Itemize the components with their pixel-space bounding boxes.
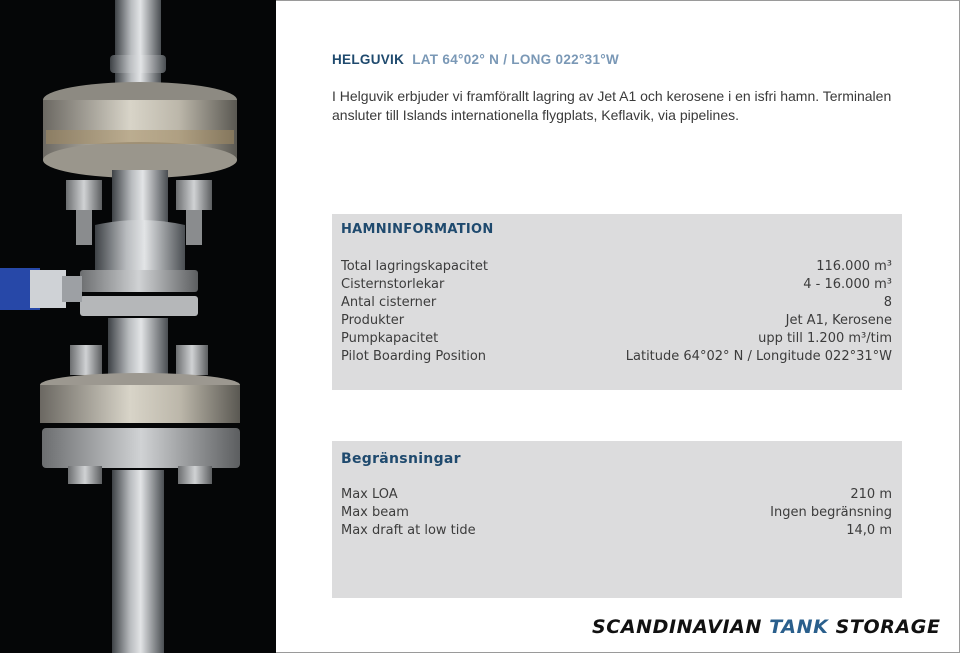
info-label: Produkter	[341, 313, 405, 328]
company-logo	[592, 616, 941, 638]
limit-row-max-beam	[341, 504, 892, 522]
limit-label: Max beam	[341, 505, 409, 520]
limit-value: 210 m	[850, 487, 892, 502]
logo-word-storage: STORAGE	[835, 616, 941, 638]
limit-label: Max LOA	[341, 487, 398, 502]
limit-value: Ingen begränsning	[770, 505, 892, 520]
logo-word-tank: TANK	[769, 616, 829, 638]
harbor-info-rows	[341, 258, 892, 366]
info-value: Jet A1, Kerosene	[785, 313, 892, 328]
info-row-products	[341, 312, 892, 330]
limit-value: 14,0 m	[846, 523, 892, 538]
limit-row-max-loa	[341, 486, 892, 504]
harbor-info-panel	[332, 214, 902, 390]
info-row-total-capacity	[341, 258, 892, 276]
info-value: upp till 1.200 m³/tim	[758, 331, 892, 346]
info-label: Pumpkapacitet	[341, 331, 439, 346]
info-label: Cisternstorlekar	[341, 277, 445, 292]
info-row-pilot-boarding	[341, 348, 892, 366]
info-value: Latitude 64°02° N / Longitude 022°31°W	[625, 349, 892, 364]
limit-row-max-draft	[341, 522, 892, 540]
info-value: 116.000 m³	[816, 259, 892, 274]
info-label: Antal cisterner	[341, 295, 437, 310]
info-row-tank-sizes	[341, 276, 892, 294]
info-value: 8	[883, 295, 892, 310]
pipe-valve-photo	[0, 0, 276, 653]
info-label: Total lagringskapacitet	[341, 259, 488, 274]
info-label: Pilot Boarding Position	[341, 349, 487, 364]
limit-label: Max draft at low tide	[341, 523, 476, 538]
location-coordinates: LAT 64°02° N / LONG 022°31°W	[412, 52, 620, 67]
logo-word-scandinavian: SCANDINAVIAN	[592, 616, 762, 638]
limitations-title: Begränsningar	[341, 451, 461, 467]
info-value: 4 - 16.000 m³	[803, 277, 892, 292]
limitations-panel	[332, 441, 902, 598]
location-heading	[332, 52, 619, 67]
info-row-tank-count	[341, 294, 892, 312]
harbor-info-title: HAMNINFORMATION	[341, 222, 494, 237]
info-row-pump-capacity	[341, 330, 892, 348]
location-name: HELGUVIK	[332, 52, 405, 67]
limitations-rows	[341, 486, 892, 540]
intro-paragraph: I Helguvik erbjuder vi framförallt lagring av Jet A1 och kerosene i en isfri hamn. Terminalen ansluter till Islands internationella flygplats, Keflavik, via pipelines.	[332, 88, 892, 123]
